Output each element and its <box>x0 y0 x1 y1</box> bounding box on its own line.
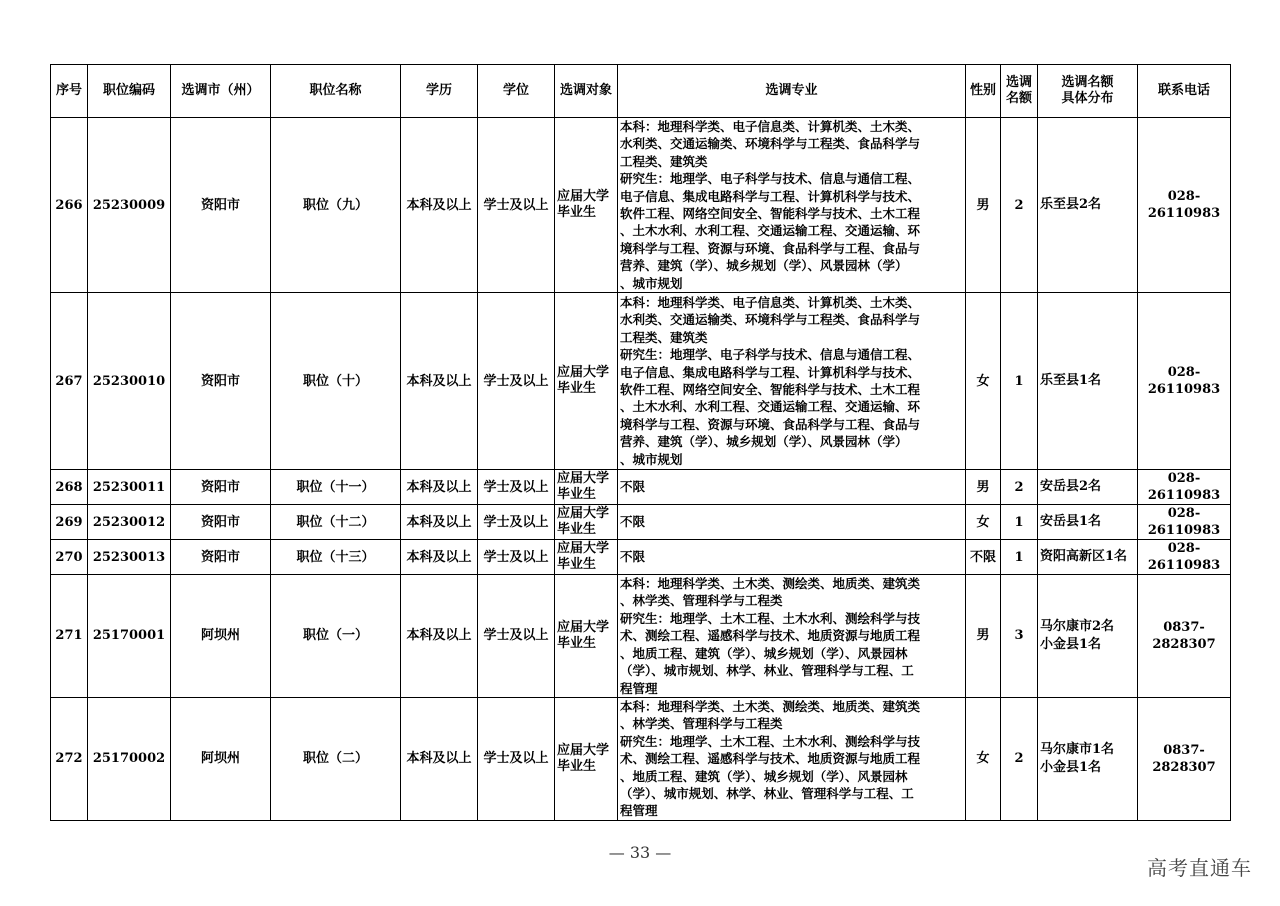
cell-education: 本科及以上 <box>401 697 478 820</box>
cell-gender: 男 <box>966 118 1001 293</box>
cell-gender: 女 <box>966 505 1001 540</box>
cell-city: 资阳市 <box>171 118 271 293</box>
watermark: 高考直通车 <box>1147 856 1252 880</box>
cell-gender: 男 <box>966 470 1001 505</box>
cell-major: 本科：地理科学类、电子信息类、计算机类、土木类、 水利类、交通运输类、环境科学与工程类、食品科学与 工程类、建筑类 研究生：地理学、电子科学与技术、信息与通信工程、 电子信息、集成电路科学与工程、计算机科学与技术、 软件工程、网络空间安全、智能科学与技术、土木工程 、土木水利、水利工程、交通运输工程、交通运输、环 境科学与工程、资源与环境、食品科学与工程、食品与 营养、建筑（学）、城乡规划（学）、风景园林（学） 、城市规划 <box>618 293 966 470</box>
cell-code: 25230011 <box>88 470 171 505</box>
cell-education: 本科及以上 <box>401 575 478 698</box>
cell-major: 不限 <box>618 540 966 575</box>
header-target: 选调对象 <box>555 65 618 118</box>
cell-degree: 学士及以上 <box>478 575 555 698</box>
cell-seq: 269 <box>51 505 88 540</box>
cell-city: 资阳市 <box>171 293 271 470</box>
cell-target: 应届大学 毕业生 <box>555 575 618 698</box>
header-degree: 学位 <box>478 65 555 118</box>
cell-code: 25170002 <box>88 697 171 820</box>
cell-degree: 学士及以上 <box>478 470 555 505</box>
cell-city: 资阳市 <box>171 505 271 540</box>
cell-distribution: 马尔康市2名 小金县1名 <box>1038 575 1138 698</box>
cell-city: 资阳市 <box>171 470 271 505</box>
cell-title: 职位（十一） <box>271 470 401 505</box>
cell-title: 职位（十三） <box>271 540 401 575</box>
cell-degree: 学士及以上 <box>478 697 555 820</box>
header-gender: 性别 <box>966 65 1001 118</box>
cell-title: 职位（十） <box>271 293 401 470</box>
cell-seq: 267 <box>51 293 88 470</box>
header-education: 学历 <box>401 65 478 118</box>
cell-quota: 1 <box>1001 540 1038 575</box>
cell-distribution: 乐至县2名 <box>1038 118 1138 293</box>
cell-target: 应届大学 毕业生 <box>555 540 618 575</box>
table-row <box>51 505 1231 540</box>
cell-code: 25170001 <box>88 575 171 698</box>
cell-distribution: 乐至县1名 <box>1038 293 1138 470</box>
header-distribution: 选调名额 具体分布 <box>1038 65 1138 118</box>
table-row <box>51 470 1231 505</box>
cell-target: 应届大学 毕业生 <box>555 293 618 470</box>
cell-degree: 学士及以上 <box>478 505 555 540</box>
cell-degree: 学士及以上 <box>478 540 555 575</box>
cell-education: 本科及以上 <box>401 505 478 540</box>
cell-degree: 学士及以上 <box>478 293 555 470</box>
cell-distribution: 安岳县2名 <box>1038 470 1138 505</box>
cell-target: 应届大学 毕业生 <box>555 118 618 293</box>
cell-education: 本科及以上 <box>401 470 478 505</box>
cell-city: 资阳市 <box>171 540 271 575</box>
header-code: 职位编码 <box>88 65 171 118</box>
table-row <box>51 575 1231 698</box>
table-row <box>51 118 1231 293</box>
cell-code: 25230009 <box>88 118 171 293</box>
cell-seq: 266 <box>51 118 88 293</box>
cell-title: 职位（二） <box>271 697 401 820</box>
cell-major: 不限 <box>618 505 966 540</box>
cell-code: 25230010 <box>88 293 171 470</box>
cell-quota: 2 <box>1001 118 1038 293</box>
cell-major: 本科：地理科学类、土木类、测绘类、地质类、建筑类 、林学类、管理科学与工程类 研究生：地理学、土木工程、土木水利、测绘科学与技 术、测绘工程、遥感科学与技术、地质资源与地质工程 、地质工程、建筑（学）、城乡规划（学）、风景园林 （学）、城市规划、林学、林业、管理科学与工程、工 程管理 <box>618 697 966 820</box>
cell-education: 本科及以上 <box>401 293 478 470</box>
cell-quota: 2 <box>1001 470 1038 505</box>
cell-distribution: 安岳县1名 <box>1038 505 1138 540</box>
cell-city: 阿坝州 <box>171 697 271 820</box>
cell-seq: 270 <box>51 540 88 575</box>
table-row <box>51 540 1231 575</box>
positions-table <box>50 64 1231 821</box>
cell-quota: 1 <box>1001 505 1038 540</box>
cell-major: 本科：地理科学类、电子信息类、计算机类、土木类、 水利类、交通运输类、环境科学与工程类、食品科学与 工程类、建筑类 研究生：地理学、电子科学与技术、信息与通信工程、 电子信息、集成电路科学与工程、计算机科学与技术、 软件工程、网络空间安全、智能科学与技术、土木工程 、土木水利、水利工程、交通运输工程、交通运输、环 境科学与工程、资源与环境、食品科学与工程、食品与 营养、建筑（学）、城乡规划（学）、风景园林（学） 、城市规划 <box>618 118 966 293</box>
table-row <box>51 697 1231 820</box>
cell-target: 应届大学 毕业生 <box>555 697 618 820</box>
cell-distribution: 资阳高新区1名 <box>1038 540 1138 575</box>
cell-gender: 女 <box>966 293 1001 470</box>
cell-phone: 028-26110983 <box>1138 505 1231 540</box>
cell-seq: 271 <box>51 575 88 698</box>
cell-title: 职位（九） <box>271 118 401 293</box>
cell-phone: 0837-2828307 <box>1138 697 1231 820</box>
cell-target: 应届大学 毕业生 <box>555 470 618 505</box>
cell-quota: 1 <box>1001 293 1038 470</box>
cell-phone: 0837-2828307 <box>1138 575 1231 698</box>
page-number: — 33 — <box>608 843 672 862</box>
cell-education: 本科及以上 <box>401 540 478 575</box>
cell-major: 不限 <box>618 470 966 505</box>
cell-major: 本科：地理科学类、土木类、测绘类、地质类、建筑类 、林学类、管理科学与工程类 研究生：地理学、土木工程、土木水利、测绘科学与技 术、测绘工程、遥感科学与技术、地质资源与地质工程 、地质工程、建筑（学）、城乡规划（学）、风景园林 （学）、城市规划、林学、林业、管理科学与工程、工 程管理 <box>618 575 966 698</box>
header-title: 职位名称 <box>271 65 401 118</box>
cell-phone: 028-26110983 <box>1138 293 1231 470</box>
header-quota: 选调 名额 <box>1001 65 1038 118</box>
cell-title: 职位（十二） <box>271 505 401 540</box>
cell-city: 阿坝州 <box>171 575 271 698</box>
cell-gender: 男 <box>966 575 1001 698</box>
cell-code: 25230012 <box>88 505 171 540</box>
cell-phone: 028-26110983 <box>1138 540 1231 575</box>
cell-target: 应届大学 毕业生 <box>555 505 618 540</box>
cell-gender: 不限 <box>966 540 1001 575</box>
header-phone: 联系电话 <box>1138 65 1231 118</box>
cell-quota: 2 <box>1001 697 1038 820</box>
header-row <box>51 65 1231 118</box>
cell-title: 职位（一） <box>271 575 401 698</box>
cell-gender: 女 <box>966 697 1001 820</box>
table-row <box>51 293 1231 470</box>
cell-phone: 028-26110983 <box>1138 470 1231 505</box>
cell-degree: 学士及以上 <box>478 118 555 293</box>
cell-phone: 028-26110983 <box>1138 118 1231 293</box>
header-seq: 序号 <box>51 65 88 118</box>
cell-education: 本科及以上 <box>401 118 478 293</box>
cell-distribution: 马尔康市1名 小金县1名 <box>1038 697 1138 820</box>
cell-quota: 3 <box>1001 575 1038 698</box>
cell-code: 25230013 <box>88 540 171 575</box>
cell-seq: 268 <box>51 470 88 505</box>
cell-seq: 272 <box>51 697 88 820</box>
header-major: 选调专业 <box>618 65 966 118</box>
header-city: 选调市（州） <box>171 65 271 118</box>
